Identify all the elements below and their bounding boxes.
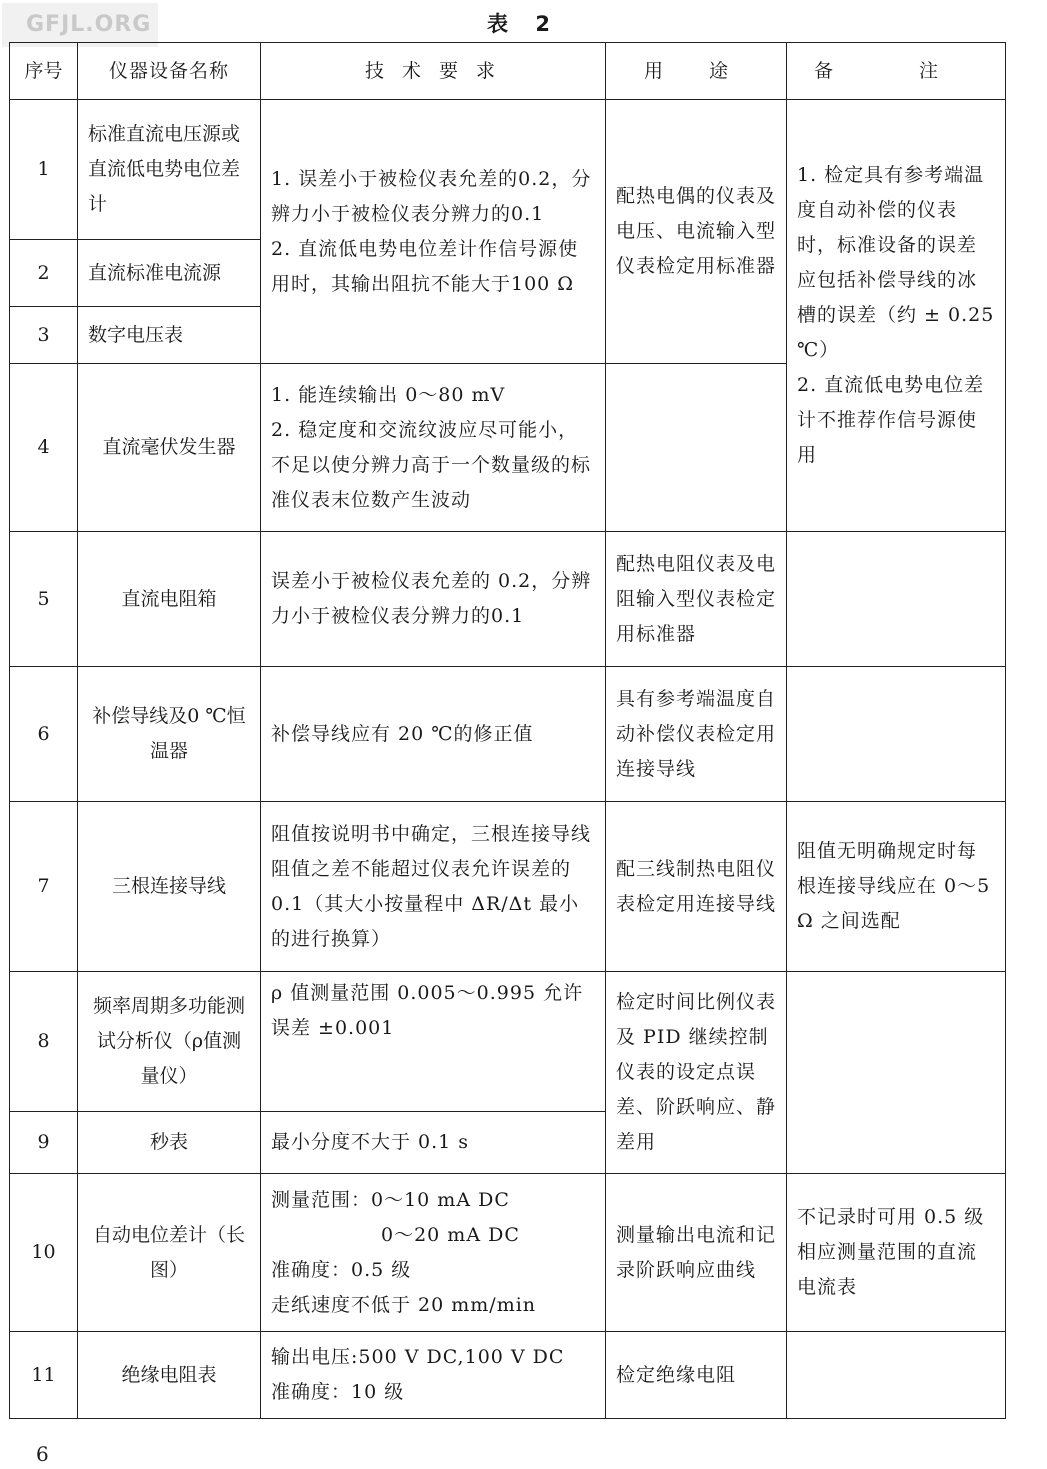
table-row (10, 100, 1006, 240)
equipment-name: 补偿导线及0 ℃恒温器 (78, 667, 261, 802)
row-number: 4 (10, 364, 78, 532)
equipment-name: 标准直流电压源或直流低电势电位差计 (78, 100, 261, 240)
remark-cell: 不记录时可用 0.5 级相应测量范围的直流电流表 (787, 1174, 1006, 1332)
requirement-line: 走纸速度不低于 20 mm/min (271, 1293, 537, 1316)
table-title: 表 2 (487, 12, 560, 36)
table-header-row (10, 43, 1006, 100)
requirement-line: 准确度：10 级 (271, 1381, 405, 1403)
remark-cell (787, 1332, 1006, 1419)
equipment-name: 频率周期多功能测试分析仪（ρ值测量仪） (78, 972, 261, 1112)
requirement-line: 2. 直流低电势电位差计作信号源使用时，其输出阻抗不能大于100 Ω (271, 237, 579, 295)
row-number: 7 (10, 802, 78, 972)
remark-cell: 阻值无明确规定时每根连接导线应在 0～5 Ω 之间选配 (787, 802, 1006, 972)
requirement-line: 准确度：0.5 级 (271, 1258, 412, 1281)
table-row (10, 1332, 1006, 1419)
page-number: 6 (36, 1442, 49, 1466)
row-number: 5 (10, 532, 78, 667)
equipment-name: 直流毫伏发生器 (78, 364, 261, 532)
equipment-name: 直流电阻箱 (78, 532, 261, 667)
usage-cell: 检定时间比例仪表及 PID 继续控制仪表的设定点误差、阶跃响应、静差用 (606, 972, 787, 1174)
row-number: 1 (10, 100, 78, 240)
table-row (10, 1174, 1006, 1332)
requirement-line: 0～20 mA DC (381, 1223, 520, 1246)
requirement-line: 1. 误差小于被检仪表允差的0.2，分辨力小于被检仪表分辨力的0.1 (271, 167, 592, 225)
row-number: 11 (10, 1332, 78, 1419)
remark-line: 2. 直流低电势电位差计不推荐作信号源使用 (797, 374, 985, 466)
requirement-cell (261, 1174, 606, 1332)
requirement-cell: 误差小于被检仪表允差的 0.2，分辨力小于被检仪表分辨力的0.1 (261, 532, 606, 667)
table-row (10, 802, 1006, 972)
equipment-name: 绝缘电阻表 (78, 1332, 261, 1419)
usage-cell: 测量输出电流和记录阶跃响应曲线 (606, 1174, 787, 1332)
requirement-cell (261, 1332, 606, 1419)
equipment-name: 数字电压表 (78, 307, 261, 364)
row-number: 3 (10, 307, 78, 364)
row-number: 8 (10, 972, 78, 1112)
requirement-line: 2. 稳定度和交流纹波应尽可能小，不足以使分辨力高于一个数量级的标准仪表末位数产生波动 (271, 418, 592, 511)
usage-cell: 配三线制热电阻仪表检定用连接导线 (606, 802, 787, 972)
requirement-cell (261, 100, 606, 364)
row-number: 9 (10, 1112, 78, 1174)
requirement-cell: 补偿导线应有 20 ℃的修正值 (261, 667, 606, 802)
remark-cell (787, 972, 1006, 1174)
header-no: 序号 (10, 43, 78, 100)
remark-cell (787, 532, 1006, 667)
header-remark: 备 注 (787, 43, 1006, 100)
equipment-name: 直流标准电流源 (78, 240, 261, 307)
table-row (10, 532, 1006, 667)
requirement-cell: ρ 值测量范围 0.005～0.995 允许误差 ±0.001 (261, 972, 606, 1112)
equipment-name: 自动电位差计（长图） (78, 1174, 261, 1332)
usage-cell: 具有参考端温度自动补偿仪表检定用连接导线 (606, 667, 787, 802)
watermark-logo: GFJL.ORG (2, 3, 158, 47)
row-number: 6 (10, 667, 78, 802)
header-name: 仪器设备名称 (78, 43, 261, 100)
usage-cell: 配热电阻仪表及电阻输入型仪表检定用标准器 (606, 532, 787, 667)
requirement-cell: 最小分度不大于 0.1 s (261, 1112, 606, 1174)
remark-cell (787, 100, 1006, 532)
usage-cell: 配热电偶的仪表及电压、电流输入型仪表检定用标准器 (606, 100, 787, 364)
requirement-line: 输出电压:500 V DC,100 V DC (271, 1346, 565, 1368)
remark-cell (787, 667, 1006, 802)
requirement-line: 1. 能连续输出 0～80 mV (271, 383, 506, 406)
requirement-cell (261, 364, 606, 532)
remark-line: 1. 检定具有参考端温度自动补偿的仪表时，标准设备的误差应包括补偿导线的冰槽的误差（约 ± 0.25 ℃） (797, 164, 995, 361)
header-requirement: 技 术 要 求 (261, 43, 606, 100)
row-number: 2 (10, 240, 78, 307)
usage-cell: 检定绝缘电阻 (606, 1332, 787, 1419)
requirement-line: 测量范围：0～10 mA DC (271, 1188, 510, 1211)
header-usage: 用 途 (606, 43, 787, 100)
row-number: 10 (10, 1174, 78, 1332)
table-row (10, 972, 1006, 1112)
usage-cell (606, 364, 787, 532)
table-row (10, 667, 1006, 802)
equipment-name: 三根连接导线 (78, 802, 261, 972)
equipment-name: 秒表 (78, 1112, 261, 1174)
equipment-table (9, 42, 1006, 1419)
requirement-cell: 阻值按说明书中确定，三根连接导线阻值之差不能超过仪表允许误差的 0.1（其大小按量程中 ΔR/Δt 最小的进行换算） (261, 802, 606, 972)
